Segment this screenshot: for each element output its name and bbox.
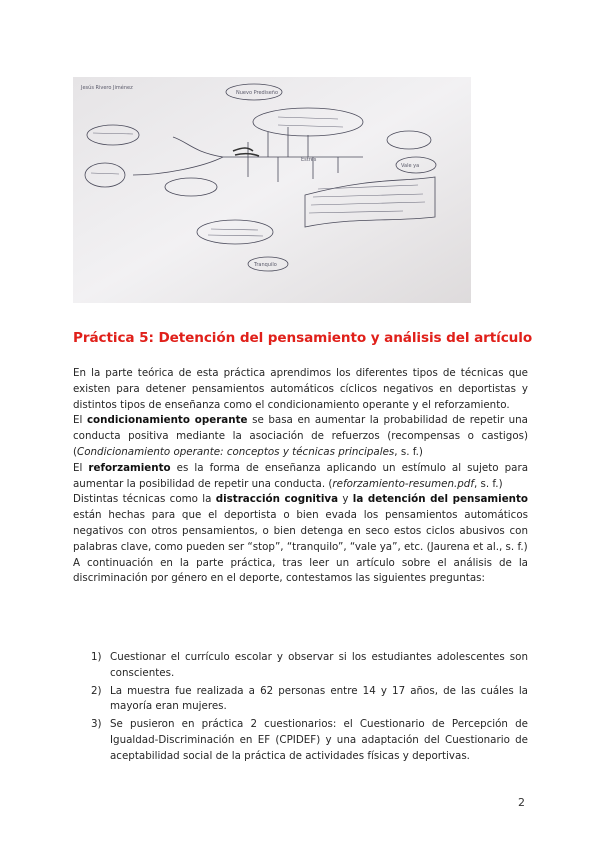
paragraph-condicionamiento: El condicionamiento operante se basa en aumentar la probabilidad de repetir una conducta positiva mediante la asociación de refuerzos (recompensas o castigos) (Condicionamiento operante: conceptos y técnicas principales, s. f.) — [73, 414, 528, 458]
photo-node-right: Vale ya — [401, 163, 420, 169]
photo-center-label: Estrés — [301, 157, 317, 163]
mindmap-sketch — [73, 77, 471, 303]
photo-node-top: Nuevo Prediseño — [236, 90, 279, 96]
paragraph-intro: En la parte teórica de esta práctica aprendimos los diferentes tipos de técnicas que existen para detener pensamientos automáticos cíclicos negativos en deportistas y distintos tipos de enseñanza como el condicionamiento operante y el reforzamiento. — [73, 367, 528, 411]
section-title: Práctica 5: Detención del pensamiento y análisis del artículo — [73, 330, 533, 346]
page-number: 2 — [518, 796, 525, 809]
citation-condicionamiento: Condicionamiento operante: conceptos y técnicas principales — [77, 445, 395, 458]
term-condicionamiento-operante: condicionamiento operante — [86, 414, 248, 427]
whiteboard-photo — [73, 77, 471, 303]
list-item: 3) Se pusieron en práctica 2 cuestionarios: el Cuestionario de Percepción de Igualdad-Discriminación en EF (CPIDEF) y una adaptación del Cuestionario de aceptabilidad social de la práctica de actividades físicas y deportivas. — [91, 718, 528, 762]
photo-header-text: Jesús Rivero Jiménez — [81, 85, 133, 91]
term-detencion-pensamiento: la detención del pensamiento — [352, 493, 529, 506]
answers-list — [91, 650, 528, 767]
term-distraccion-cognitiva: distracción cognitiva — [215, 493, 339, 506]
paragraph-tecnicas: Distintas técnicas como la distracción cognitiva y la detención del pensamiento están hechas para que el deportista o bien evada los pensamientos automáticos negativos con otros pensamientos, o bien detenga en seco estos ciclos abusivos con palabras clave, como pueden ser “stop”, “tranquilo”, “vale ya”, etc. (Jaurena et al., s. f.) — [73, 493, 529, 553]
citation-reforzamiento: reforzamiento-resumen.pdf — [332, 477, 474, 490]
body-text — [73, 366, 528, 587]
paragraph-reforzamiento: El reforzamiento es la forma de enseñanza aplicando un estímulo al sujeto para aumentar la posibilidad de repetir una conducta. (reforzamiento-resumen.pdf, s. f.) — [73, 461, 528, 490]
paragraph-practica: A continuación en la parte práctica, tras leer un artículo sobre el análisis de la discriminación por género en el deporte, contestamos las siguientes preguntas: — [73, 556, 528, 585]
photo-node-bottom: Tranquilo — [254, 262, 277, 268]
list-item: 2) La muestra fue realizada a 62 personas entre 14 y 17 años, de las cuáles la mayoría eran mujeres. — [91, 684, 528, 713]
term-reforzamiento: reforzamiento — [88, 461, 171, 474]
list-item: 1) Cuestionar el currículo escolar y observar si los estudiantes adolescentes son conscientes. — [91, 651, 528, 679]
